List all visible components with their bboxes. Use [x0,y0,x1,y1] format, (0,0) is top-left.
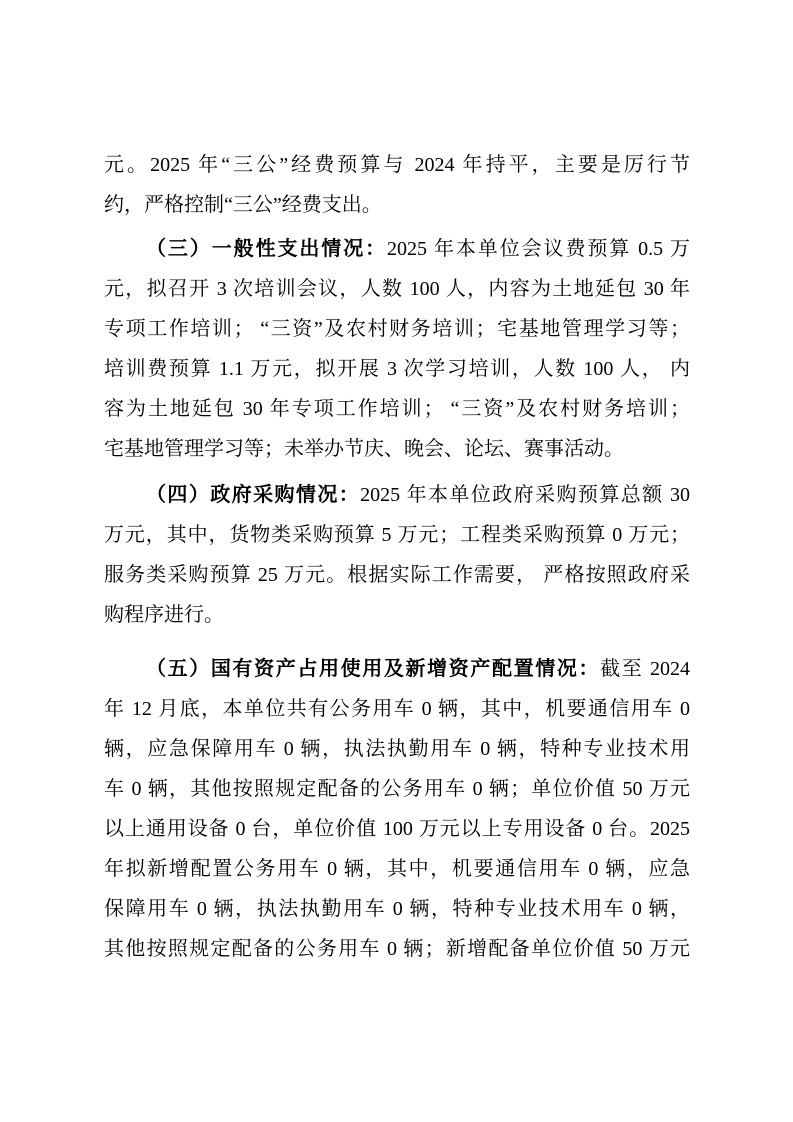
line-text: 截至 2024 [600,658,690,680]
text-line: 专项工作培训； “三资”及农村财务培训；宅基地管理学习等； [104,318,690,340]
text-line: 服务类采购预算 25 万元。根据实际工作需要， 严格按照政府采 [104,564,690,586]
line-text: 2025 年本单位政府采购预算总额 30 [360,484,690,506]
text-line: 购程序进行。 [104,604,224,626]
text-line: 年拟新增配置公务用车 0 辆，其中，机要通信用车 0 辆，应急 [104,858,690,880]
text-line [104,475,690,515]
text-line [104,229,690,269]
section-heading: （三）一般性支出情况： [146,238,388,260]
text-line [104,649,690,689]
text-line: 容为土地延包 30 年专项工作培训； “三资”及农村财务培训； [104,398,690,420]
document-body [104,145,690,969]
section-heading: （四）政府采购情况： [146,484,361,506]
text-line: 宅基地管理学习等；未举办节庆、晚会、论坛、赛事活动。 [104,438,624,460]
paragraph-government-procurement [104,475,690,635]
line-text: 2025 年本单位会议费预算 0.5 万 [387,238,690,260]
text-line: 辆，应急保障用车 0 辆，执法执勤用车 0 辆，特种专业技术用 [104,738,690,760]
text-line: 车 0 辆，其他按照规定配备的公务用车 0 辆；单位价值 50 万元 [104,778,690,800]
paragraph-sangong-budget [104,145,690,225]
text-line: 元。2025 年“三公”经费预算与 2024 年持平，主要是厉行节 [104,154,690,176]
text-line: 元，拟召开 3 次培训会议，人数 100 人，内容为土地延包 30 年 [104,278,690,300]
paragraph-general-expenditure [104,229,690,469]
text-line: 培训费预算 1.1 万元，拟开展 3 次学习培训，人数 100 人， 内 [104,358,690,380]
section-heading: （五）国有资产占用使用及新增资产配置情况： [146,658,601,680]
text-line: 其他按照规定配备的公务用车 0 辆；新增配备单位价值 50 万元 [104,938,690,960]
text-line: 保障用车 0 辆，执法执勤用车 0 辆，特种专业技术用车 0 辆， [104,898,690,920]
paragraph-state-assets [104,649,690,969]
text-line: 以上通用设备 0 台，单位价值 100 万元以上专用设备 0 台。2025 [104,818,690,840]
text-line: 年 12 月底，本单位共有公务用车 0 辆，其中，机要通信用车 0 [104,698,690,720]
text-line: 万元，其中，货物类采购预算 5 万元；工程类采购预算 0 万元； [104,524,690,546]
text-line: 约，严格控制“三公”经费支出。 [104,194,382,216]
